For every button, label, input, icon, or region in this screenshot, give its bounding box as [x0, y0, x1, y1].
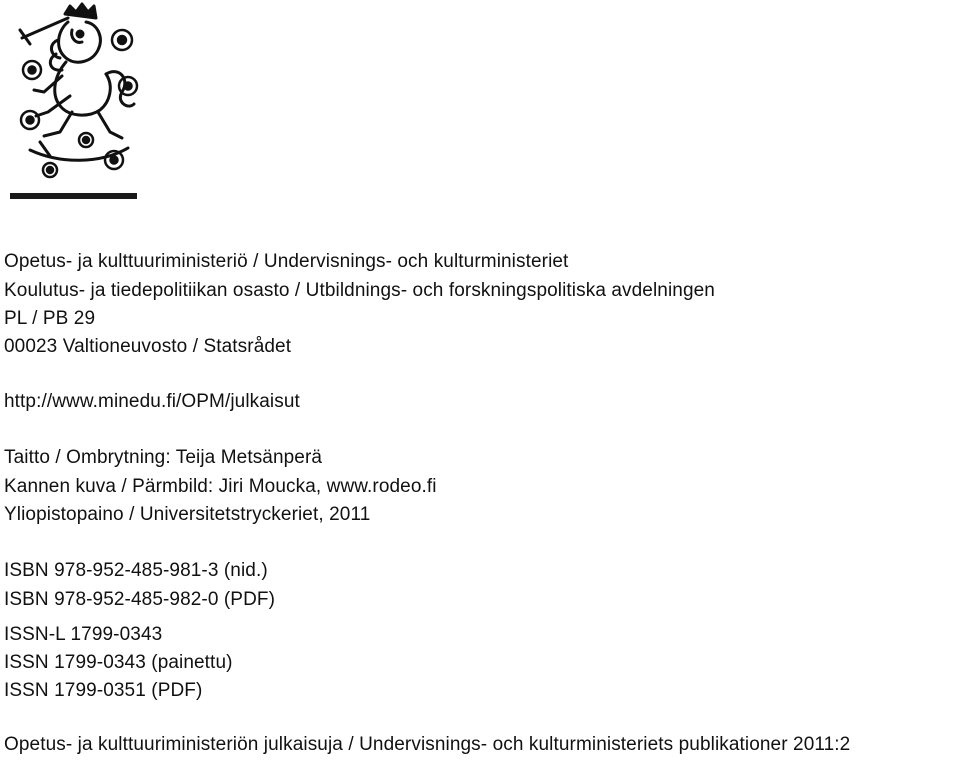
postal-address: 00023 Valtioneuvosto / Statsrådet — [4, 336, 292, 357]
cover-credit: Kannen kuva / Pärmbild: Jiri Moucka, www.rodeo.fi — [4, 476, 437, 497]
isbn-print: ISBN 978-952-485-981-3 (nid.) — [4, 560, 268, 581]
divider — [10, 193, 137, 199]
layout-credit: Taitto / Ombrytning: Teija Metsänperä — [4, 447, 323, 468]
department-name: Koulutus- ja tiedepolitiikan osasto / Utbildnings- och forskningspolitiska avdelningen — [4, 280, 715, 301]
publications-url: http://www.minedu.fi/OPM/julkaisut — [4, 391, 300, 412]
issn-print: ISSN 1799-0343 (painettu) — [4, 652, 233, 673]
series-title: Opetus- ja kulttuuriministeriön julkaisuja / Undervisnings- och kulturministeriets publikationer 2011:2 — [4, 734, 851, 755]
issn-l: ISSN-L 1799-0343 — [4, 624, 163, 645]
finnish-lion-coat-of-arms-icon — [10, 0, 140, 180]
ministry-name: Opetus- ja kulttuuriministeriö / Undervisnings- och kulturministeriet — [4, 251, 569, 272]
printer-credit: Yliopistopaino / Universitetstryckeriet, 2011 — [4, 504, 371, 525]
po-box: PL / PB 29 — [4, 308, 96, 329]
isbn-pdf: ISBN 978-952-485-982-0 (PDF) — [4, 589, 276, 610]
issn-pdf: ISSN 1799-0351 (PDF) — [4, 680, 203, 701]
